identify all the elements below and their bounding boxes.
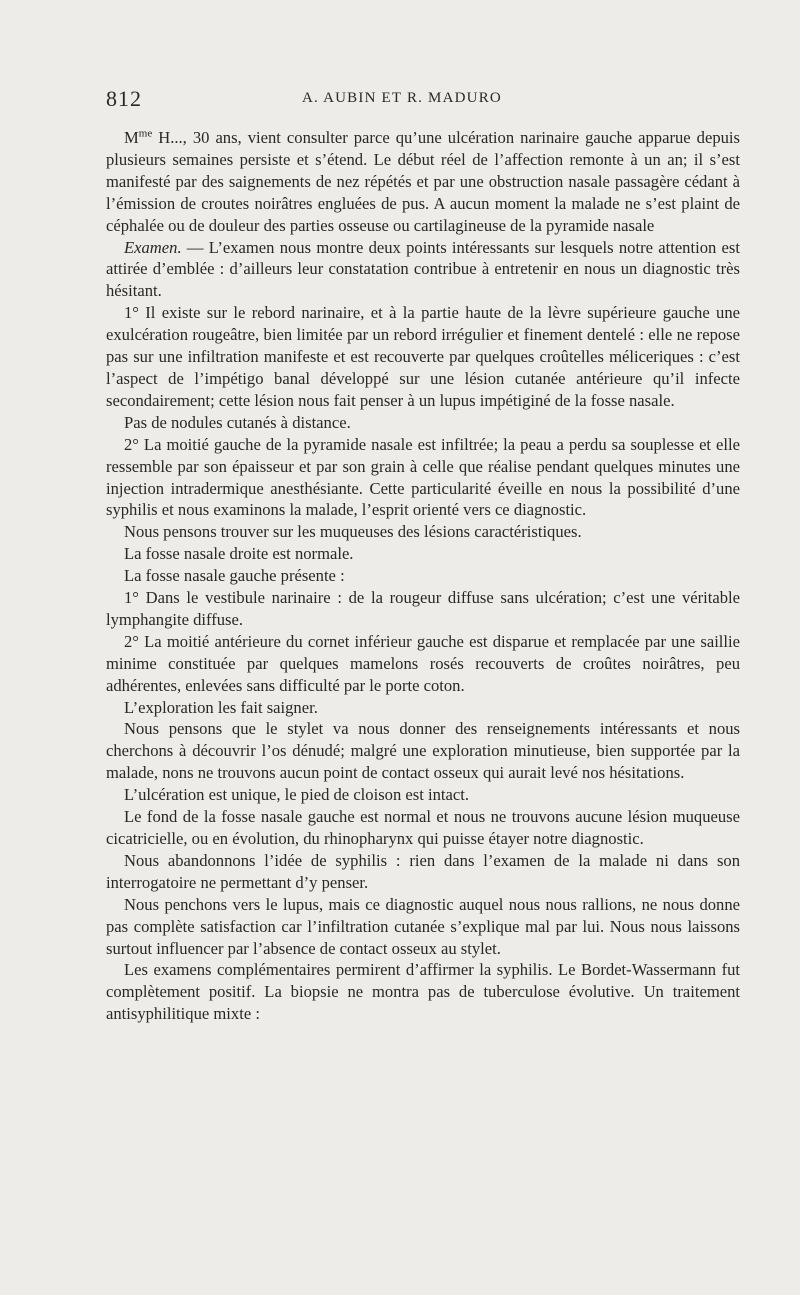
paragraph-intro	[106, 127, 740, 237]
paragraph: Les examens complémentaires permirent d’affirmer la syphilis. Le Bordet-Wassermann fut complètement positif. La biopsie ne montra pas de tuberculose évolutive. Un traitement antisyphilitique mixte :	[106, 960, 740, 1024]
paragraph: 2° La moitié antérieure du cornet inférieur gauche est disparue et remplacée par une saillie minime constituée par quelques mamelons rosés recouverts de croûtes noirâtres, peu adhérentes, enlevées sans difficulté par le porte coton.	[106, 631, 740, 695]
paragraph: Nous penchons vers le lupus, mais ce diagnostic auquel nous nous rallions, ne nous donne pas complète satisfaction car l’infiltration cutanée s’explique mal par lui. Nous nous laissons surtout influencer par l’absence de contact osseux au stylet.	[106, 894, 740, 958]
paragraph: L’ulcération est unique, le pied de cloison est intact.	[124, 785, 469, 805]
paragraph: Nous pensons que le stylet va nous donner des renseignements intéressants et nous cherchons à découvrir l’os dénudé; malgré une exploration minutieuse, bien supportée par la malade, nons ne trouvons aucun point de contact osseux qui aurait levé nos hésitations.	[106, 719, 740, 783]
paragraph: Nous pensons trouver sur les muqueuses des lésions caractéristiques.	[124, 522, 582, 542]
mme-prefix: M	[124, 128, 139, 147]
mme-superscript: me	[138, 127, 153, 140]
paragraph: 1° Il existe sur le rebord narinaire, et à la partie haute de la lèvre supérieure gauche une exulcération rougeâtre, bien limitée par un rebord irrégulier et finement dentelé : elle ne repose pas sur une infiltration manifeste et est recouverte par quelques croûtelles méliceriques : c’est l’aspect de l’impétigo banal développé sur une lésion cutanée antérieure qu’il infecte secondairement; cette lésion nous fait penser à un lupus impétiginé de la fosse nasale.	[106, 303, 740, 410]
page-number: 812	[106, 86, 142, 111]
paragraph: La fosse nasale gauche présente :	[124, 566, 345, 586]
paragraph: 2° La moitié gauche de la pyramide nasale est infiltrée; la peau a perdu sa souplesse et elle ressemble par son épaisseur et par son grain à celle que réalise pendant quelques minutes une injection intradermique anesthésiante. Cette particularité éveille en nous la possibilité d’une syphilis et nous examinons la malade, l’esprit orienté vers ce diagnostic.	[106, 434, 740, 520]
paragraph: Nous abandonnons l’idée de syphilis : rien dans l’examen de la malade ni dans son interrogatoire ne permettant d’y penser.	[106, 850, 740, 892]
page-header	[106, 86, 740, 116]
paragraph: 1° Dans le vestibule narinaire : de la rougeur diffuse sans ulcération; c’est une véritable lymphangite diffuse.	[106, 588, 740, 629]
examen-label: Examen.	[124, 237, 182, 257]
paragraph-intro-text: H..., 30 ans, vient consulter parce qu’une ulcération narinaire gauche apparue depuis plusieurs semaines persiste et s’étend. Le début réel de l’affection remonte à un an; il s’est manifesté par des saignements de nez répétés et par une obstruction nasale passagère cédant à l’émission de croutes noirâtres engluées de pus. A aucun moment la malade ne s’est plaint de céphalée ou de douleur des parties osseuse ou cartilagineuse de la pyramide nasale	[106, 128, 740, 235]
paragraph-examen-text: — L’examen nous montre deux points intéressants sur lesquels notre attention est attirée d’emblée : d’ailleurs leur constatation contribue à entretenir en nous un diagnostic très hésitant.	[106, 237, 740, 301]
paragraph-examen	[106, 237, 740, 303]
paragraph: Pas de nodules cutanés à distance.	[124, 412, 351, 432]
paragraph: Le fond de la fosse nasale gauche est normal et nous ne trouvons aucune lésion muqueuse cicatricielle, ou en évolution, du rhinopharynx qui puisse étayer notre diagnostic.	[106, 807, 740, 848]
body-text	[106, 127, 740, 1025]
paragraph: L’exploration les fait saigner.	[124, 697, 318, 717]
running-head: A. AUBIN ET R. MADURO	[302, 90, 502, 106]
paragraph: La fosse nasale droite est normale.	[124, 544, 354, 564]
